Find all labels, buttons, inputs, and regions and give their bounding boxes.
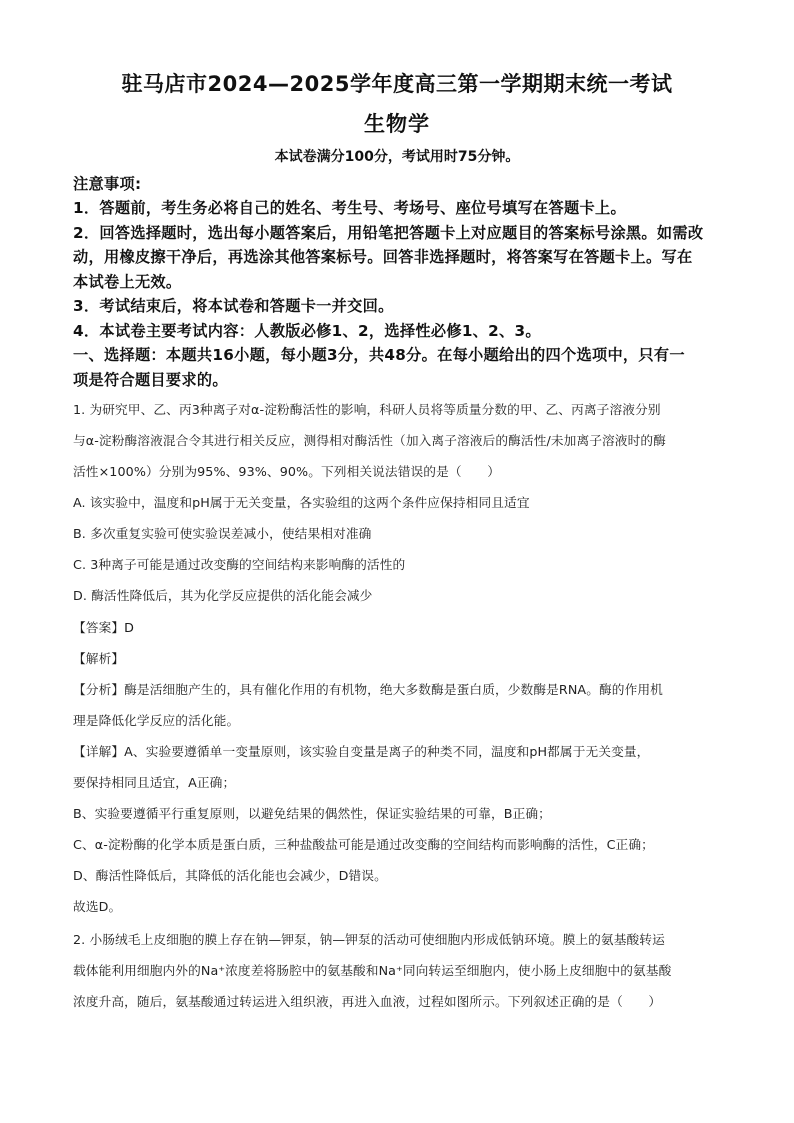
analysis-line: B、实验要遵循平行重复原则，以避免结果的偶然性，保证实验结果的可靠，B正确； [73,806,551,821]
exam-title: 驻马店市2024—2025学年度高三第一学期期末统一考试 [121,72,673,96]
section-heading: 项是符合题目要求的。 [73,371,228,389]
question-2-stem: 浓度升高，随后，氨基酸通过转运进入组织液，再进入血液，过程如图所示。下列叙述正确的是（ ） [73,994,662,1009]
option-a: A. 该实验中，温度和pH属于无关变量，各实验组的这两个条件应保持相同且适宜 [73,495,530,510]
analysis-line: 故选D。 [73,899,122,914]
analysis-line: 【分析】酶是活细胞产生的，具有催化作用的有机物，绝大多数酶是蛋白质，少数酶是RNA。酶的作用机 [73,682,663,697]
question-1-stem: 1. 为研究甲、乙、丙3种离子对α-淀粉酶活性的影响，科研人员将等质量分数的甲、乙、丙离子溶液分别 [73,402,661,417]
notes-line: 2．回答选择题时，选出每小题答案后，用铅笔把答题卡上对应题目的答案标号涂黑。如需改 [73,224,704,242]
question-1-stem: 与α-淀粉酶溶液混合令其进行相关反应，测得相对酶活性（加入离子溶液后的酶活性/未加离子溶液时的酶 [73,433,666,448]
analysis-line: D、酶活性降低后，其降低的活化能也会减少，D错误。 [73,868,387,883]
question-2-stem: 载体能利用细胞内外的Na⁺浓度差将肠腔中的氨基酸和Na⁺同向转运至细胞内，使小肠上皮细胞中的氨基酸 [73,963,672,978]
notes-line: 本试卷上无效。 [73,273,182,291]
analysis-label: 【解析】 [73,651,125,666]
analysis-line: C、α-淀粉酶的化学本质是蛋白质，三种盐酸盐可能是通过改变酶的空间结构而影响酶的活性，C正确； [73,837,654,852]
question-2-stem: 2. 小肠绒毛上皮细胞的膜上存在钠—钾泵，钠—钾泵的活动可使细胞内形成低钠环境。膜上的氨基酸转运 [73,932,665,947]
notes-heading: 注意事项: [73,175,142,193]
subject-title: 生物学 [364,112,430,136]
option-c: C. 3种离子可能是通过改变酶的空间结构来影响酶的活性的 [73,557,406,572]
score-info: 本试卷满分100分，考试用时75分钟。 [274,149,520,165]
analysis-line: 【详解】A、实验要遵循单一变量原则，该实验自变量是离子的种类不同，温度和pH都属于无关变量， [73,744,650,759]
notes-line: 3．考试结束后，将本试卷和答题卡一并交回。 [73,297,394,315]
question-1-stem: 活性×100%）分别为95%、93%、90%。下列相关说法错误的是（ ） [73,464,501,479]
analysis-line: 要保持相同且适宜，A正确； [73,775,236,790]
section-heading: 一、选择题：本题共16小题，每小题3分，共48分。在每小题给出的四个选项中，只有一 [73,346,685,364]
notes-line: 动，用橡皮擦干净后，再选涂其他答案标号。回答非选择题时，将答案写在答题卡上。写在 [73,248,693,266]
option-d: D. 酶活性降低后，其为化学反应提供的活化能会减少 [73,588,373,603]
notes-line: 1．答题前，考生务必将自己的姓名、考生号、考场号、座位号填写在答题卡上。 [73,199,626,217]
notes-line: 4．本试卷主要考试内容：人教版必修1、2，选择性必修1、2、3。 [73,322,541,340]
option-b: B. 多次重复实验可使实验误差减小，使结果相对准确 [73,526,372,541]
answer-label: 【答案】D [73,620,135,635]
analysis-line: 理是降低化学反应的活化能。 [73,713,240,728]
